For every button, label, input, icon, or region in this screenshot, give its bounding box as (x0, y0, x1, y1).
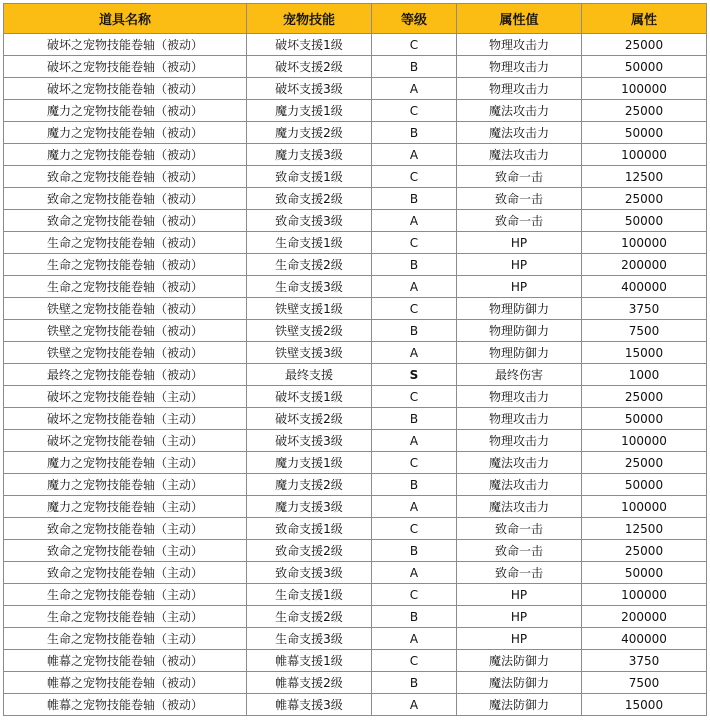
attribute-value-cell: 400000 (582, 276, 707, 298)
pet-skill-cell: 生命支援3级 (247, 276, 372, 298)
table-row (4, 606, 707, 628)
pet-skill-cell: 魔力支援1级 (247, 452, 372, 474)
item-name-cell: 破坏之宠物技能卷轴（主动） (4, 408, 247, 430)
pet-skill-cell: 破坏支援3级 (247, 78, 372, 100)
pet-skill-cell: 铁壁支援2级 (247, 320, 372, 342)
attribute-type-cell: 物理防御力 (457, 320, 582, 342)
grade-cell: C (372, 100, 457, 122)
table-row (4, 364, 707, 386)
attribute-value-cell: 25000 (582, 540, 707, 562)
attribute-value-cell: 200000 (582, 254, 707, 276)
attribute-type-cell: HP (457, 232, 582, 254)
attribute-value-cell: 100000 (582, 584, 707, 606)
pet-skill-cell: 致命支援2级 (247, 540, 372, 562)
grade-cell: A (372, 276, 457, 298)
attribute-value-cell: 15000 (582, 342, 707, 364)
pet-skill-cell: 致命支援1级 (247, 166, 372, 188)
attribute-value-cell: 100000 (582, 144, 707, 166)
pet-skill-cell: 破坏支援1级 (247, 34, 372, 56)
grade-cell: B (372, 56, 457, 78)
pet-skill-cell: 生命支援2级 (247, 606, 372, 628)
pet-skill-cell: 魔力支援3级 (247, 496, 372, 518)
item-name-cell: 致命之宠物技能卷轴（主动） (4, 518, 247, 540)
table-row (4, 628, 707, 650)
table-body (4, 34, 707, 716)
attribute-value-cell: 200000 (582, 606, 707, 628)
item-name-cell: 铁壁之宠物技能卷轴（被动） (4, 320, 247, 342)
grade-cell: C (372, 452, 457, 474)
item-name-cell: 破坏之宠物技能卷轴（被动） (4, 34, 247, 56)
attribute-type-cell: 致命一击 (457, 562, 582, 584)
header-grade: 等级 (372, 4, 457, 34)
grade-cell: A (372, 144, 457, 166)
attribute-value-cell: 100000 (582, 430, 707, 452)
pet-skill-cell: 魔力支援1级 (247, 100, 372, 122)
grade-cell: B (372, 606, 457, 628)
table-row (4, 562, 707, 584)
item-name-cell: 铁壁之宠物技能卷轴（被动） (4, 298, 247, 320)
attribute-type-cell: 物理攻击力 (457, 386, 582, 408)
grade-cell: C (372, 584, 457, 606)
table-row (4, 122, 707, 144)
attribute-type-cell: HP (457, 606, 582, 628)
attribute-value-cell: 50000 (582, 210, 707, 232)
attribute-type-cell: 魔法攻击力 (457, 474, 582, 496)
item-name-cell: 帷幕之宠物技能卷轴（被动） (4, 672, 247, 694)
table-row (4, 188, 707, 210)
header-attribute-type: 属性值 (457, 4, 582, 34)
item-name-cell: 最终之宠物技能卷轴（被动） (4, 364, 247, 386)
pet-skill-cell: 最终支援 (247, 364, 372, 386)
item-name-cell: 致命之宠物技能卷轴（被动） (4, 210, 247, 232)
table-row (4, 496, 707, 518)
grade-cell: A (372, 496, 457, 518)
pet-skill-cell: 致命支援1级 (247, 518, 372, 540)
attribute-value-cell: 15000 (582, 694, 707, 716)
grade-cell: B (372, 540, 457, 562)
table-row (4, 474, 707, 496)
table-row (4, 34, 707, 56)
table-row (4, 56, 707, 78)
grade-cell: B (372, 254, 457, 276)
header-attribute-value: 属性 (582, 4, 707, 34)
grade-cell: C (372, 232, 457, 254)
pet-skill-cell: 帷幕支援2级 (247, 672, 372, 694)
attribute-type-cell: 致命一击 (457, 188, 582, 210)
attribute-type-cell: 致命一击 (457, 166, 582, 188)
table-row (4, 254, 707, 276)
table-row (4, 540, 707, 562)
attribute-value-cell: 50000 (582, 122, 707, 144)
attribute-type-cell: 魔法防御力 (457, 694, 582, 716)
grade-cell: B (372, 320, 457, 342)
item-name-cell: 生命之宠物技能卷轴（被动） (4, 276, 247, 298)
pet-skill-cell: 帷幕支援1级 (247, 650, 372, 672)
grade-cell: C (372, 166, 457, 188)
item-name-cell: 生命之宠物技能卷轴（被动） (4, 254, 247, 276)
table-row (4, 166, 707, 188)
item-name-cell: 魔力之宠物技能卷轴（主动） (4, 474, 247, 496)
grade-cell: C (372, 650, 457, 672)
grade-cell: B (372, 188, 457, 210)
grade-cell: C (372, 518, 457, 540)
grade-cell: A (372, 562, 457, 584)
attribute-value-cell: 3750 (582, 650, 707, 672)
attribute-type-cell: 物理防御力 (457, 298, 582, 320)
pet-skill-cell: 破坏支援3级 (247, 430, 372, 452)
item-name-cell: 魔力之宠物技能卷轴（主动） (4, 496, 247, 518)
attribute-value-cell: 25000 (582, 100, 707, 122)
table-row (4, 276, 707, 298)
table-header (4, 4, 707, 34)
attribute-type-cell: 最终伤害 (457, 364, 582, 386)
attribute-value-cell: 7500 (582, 320, 707, 342)
attribute-value-cell: 25000 (582, 34, 707, 56)
attribute-value-cell: 400000 (582, 628, 707, 650)
attribute-value-cell: 12500 (582, 518, 707, 540)
pet-skill-table (3, 3, 707, 716)
table-row (4, 694, 707, 716)
pet-skill-cell: 生命支援3级 (247, 628, 372, 650)
item-name-cell: 破坏之宠物技能卷轴（主动） (4, 386, 247, 408)
attribute-type-cell: HP (457, 584, 582, 606)
attribute-type-cell: HP (457, 276, 582, 298)
attribute-type-cell: HP (457, 628, 582, 650)
item-name-cell: 致命之宠物技能卷轴（主动） (4, 562, 247, 584)
grade-cell: S (372, 364, 457, 386)
table-row (4, 232, 707, 254)
grade-cell: A (372, 628, 457, 650)
grade-cell: B (372, 408, 457, 430)
pet-skill-cell: 铁壁支援1级 (247, 298, 372, 320)
grade-cell: A (372, 78, 457, 100)
item-name-cell: 破坏之宠物技能卷轴（主动） (4, 430, 247, 452)
attribute-value-cell: 50000 (582, 474, 707, 496)
attribute-type-cell: 物理攻击力 (457, 56, 582, 78)
item-name-cell: 致命之宠物技能卷轴（被动） (4, 166, 247, 188)
item-name-cell: 魔力之宠物技能卷轴（被动） (4, 144, 247, 166)
attribute-value-cell: 12500 (582, 166, 707, 188)
table-row (4, 650, 707, 672)
table-row (4, 210, 707, 232)
table-row (4, 298, 707, 320)
attribute-value-cell: 25000 (582, 188, 707, 210)
pet-skill-cell: 帷幕支援3级 (247, 694, 372, 716)
table-row (4, 342, 707, 364)
attribute-type-cell: 物理攻击力 (457, 34, 582, 56)
pet-skill-cell: 致命支援3级 (247, 562, 372, 584)
table-row (4, 100, 707, 122)
attribute-type-cell: 致命一击 (457, 210, 582, 232)
attribute-type-cell: 物理攻击力 (457, 430, 582, 452)
table-row (4, 672, 707, 694)
attribute-value-cell: 50000 (582, 562, 707, 584)
attribute-value-cell: 100000 (582, 78, 707, 100)
item-name-cell: 魔力之宠物技能卷轴（被动） (4, 122, 247, 144)
item-name-cell: 魔力之宠物技能卷轴（主动） (4, 452, 247, 474)
grade-cell: B (372, 672, 457, 694)
grade-cell: C (372, 34, 457, 56)
attribute-type-cell: 致命一击 (457, 540, 582, 562)
attribute-value-cell: 25000 (582, 452, 707, 474)
attribute-type-cell: 魔法防御力 (457, 672, 582, 694)
pet-skill-cell: 生命支援1级 (247, 232, 372, 254)
item-name-cell: 生命之宠物技能卷轴（主动） (4, 584, 247, 606)
attribute-type-cell: 魔法防御力 (457, 650, 582, 672)
header-item-name: 道具名称 (4, 4, 247, 34)
pet-skill-cell: 生命支援2级 (247, 254, 372, 276)
header-pet-skill: 宠物技能 (247, 4, 372, 34)
header-row (4, 4, 707, 34)
item-name-cell: 生命之宠物技能卷轴（被动） (4, 232, 247, 254)
attribute-type-cell: 物理攻击力 (457, 408, 582, 430)
item-name-cell: 破坏之宠物技能卷轴（被动） (4, 56, 247, 78)
item-name-cell: 魔力之宠物技能卷轴（被动） (4, 100, 247, 122)
item-name-cell: 致命之宠物技能卷轴（被动） (4, 188, 247, 210)
grade-cell: A (372, 210, 457, 232)
table-row (4, 78, 707, 100)
attribute-value-cell: 25000 (582, 386, 707, 408)
attribute-type-cell: 致命一击 (457, 518, 582, 540)
pet-skill-cell: 致命支援3级 (247, 210, 372, 232)
item-name-cell: 铁壁之宠物技能卷轴（被动） (4, 342, 247, 364)
attribute-type-cell: 魔法攻击力 (457, 452, 582, 474)
table-row (4, 452, 707, 474)
grade-cell: A (372, 694, 457, 716)
pet-skill-cell: 破坏支援2级 (247, 56, 372, 78)
pet-skill-cell: 魔力支援3级 (247, 144, 372, 166)
table-row (4, 518, 707, 540)
item-name-cell: 致命之宠物技能卷轴（主动） (4, 540, 247, 562)
attribute-value-cell: 3750 (582, 298, 707, 320)
table-row (4, 144, 707, 166)
attribute-value-cell: 7500 (582, 672, 707, 694)
attribute-value-cell: 100000 (582, 232, 707, 254)
pet-skill-cell: 破坏支援2级 (247, 408, 372, 430)
item-name-cell: 生命之宠物技能卷轴（主动） (4, 606, 247, 628)
pet-skill-cell: 破坏支援1级 (247, 386, 372, 408)
item-name-cell: 生命之宠物技能卷轴（主动） (4, 628, 247, 650)
grade-cell: B (372, 474, 457, 496)
attribute-value-cell: 50000 (582, 408, 707, 430)
attribute-type-cell: 魔法攻击力 (457, 144, 582, 166)
grade-cell: C (372, 298, 457, 320)
grade-cell: A (372, 430, 457, 452)
table-row (4, 320, 707, 342)
item-name-cell: 帷幕之宠物技能卷轴（被动） (4, 650, 247, 672)
attribute-type-cell: 物理防御力 (457, 342, 582, 364)
table-row (4, 386, 707, 408)
table-row (4, 584, 707, 606)
attribute-type-cell: 物理攻击力 (457, 78, 582, 100)
pet-skill-cell: 魔力支援2级 (247, 474, 372, 496)
grade-cell: B (372, 122, 457, 144)
pet-skill-cell: 魔力支援2级 (247, 122, 372, 144)
attribute-type-cell: 魔法攻击力 (457, 122, 582, 144)
grade-cell: A (372, 342, 457, 364)
item-name-cell: 破坏之宠物技能卷轴（被动） (4, 78, 247, 100)
item-name-cell: 帷幕之宠物技能卷轴（被动） (4, 694, 247, 716)
attribute-value-cell: 1000 (582, 364, 707, 386)
attribute-value-cell: 100000 (582, 496, 707, 518)
table-row (4, 408, 707, 430)
attribute-type-cell: 魔法攻击力 (457, 496, 582, 518)
attribute-value-cell: 50000 (582, 56, 707, 78)
attribute-type-cell: 魔法攻击力 (457, 100, 582, 122)
pet-skill-cell: 生命支援1级 (247, 584, 372, 606)
pet-skill-cell: 铁壁支援3级 (247, 342, 372, 364)
grade-cell: C (372, 386, 457, 408)
table-row (4, 430, 707, 452)
attribute-type-cell: HP (457, 254, 582, 276)
pet-skill-cell: 致命支援2级 (247, 188, 372, 210)
